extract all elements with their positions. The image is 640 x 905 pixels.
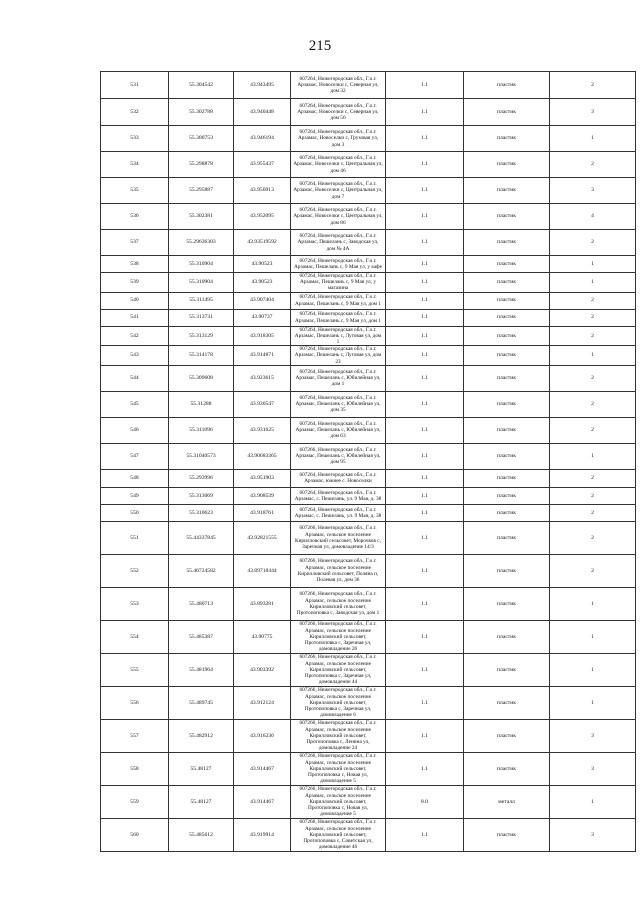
latitude-cell: 55.29636383 xyxy=(169,230,234,256)
count-cell: 3 xyxy=(550,99,636,126)
count-cell: 2 xyxy=(550,554,636,587)
address-cell: 607266, Нижегородская обл., Г.о.г. Арзамас, сельское поселение Кирилловский сельсовет, Протопоповка с, Советская ул, домовладение 46 xyxy=(291,818,386,851)
volume-cell: 1.1 xyxy=(386,391,464,417)
table-row xyxy=(101,292,636,309)
volume-cell: 1.1 xyxy=(386,686,464,719)
address-cell: 607264, Нижегородская обл., Г.о.г. Арзамас, Пешелань с, Юбилейная ул, дом 63 xyxy=(291,417,386,443)
count-cell: 2 xyxy=(550,365,636,391)
row-number-cell: 542 xyxy=(101,326,169,346)
volume-cell: 1.1 xyxy=(386,99,464,126)
row-number-cell: 558 xyxy=(101,752,169,785)
volume-cell: 1.1 xyxy=(386,443,464,469)
material-cell: пластик xyxy=(464,152,550,178)
material-cell: пластик xyxy=(464,230,550,256)
longitude-cell: 43.940448 xyxy=(234,99,291,126)
address-cell: 607266, Нижегородская обл., Г.о.г. Арзамас, Пешелань с, Юбилейная ул, дом 95 xyxy=(291,443,386,469)
row-number-cell: 539 xyxy=(101,273,169,293)
longitude-cell: 43.918761 xyxy=(234,504,291,521)
count-cell: 2 xyxy=(550,72,636,99)
table-row xyxy=(101,417,636,443)
material-cell: пластик xyxy=(464,126,550,152)
table-row xyxy=(101,391,636,417)
volume-cell: 1.1 xyxy=(386,365,464,391)
longitude-cell: 43.90737 xyxy=(234,309,291,326)
row-number-cell: 555 xyxy=(101,653,169,686)
row-number-cell: 554 xyxy=(101,620,169,653)
material-cell: пластик xyxy=(464,309,550,326)
address-cell: 607266, Нижегородская обл., Г.о.г. Арзамас, сельское поселение Кирилловский сельсовет, Протопоповка с, Новая ул, домовладение 5 xyxy=(291,785,386,818)
row-number-cell: 560 xyxy=(101,818,169,851)
row-number-cell: 551 xyxy=(101,521,169,554)
table-row xyxy=(101,309,636,326)
page-number: 215 xyxy=(308,38,332,54)
address-cell: 607266, Нижегородская обл., Г.о.г. Арзамас, сельское поселение Кирилловский сельсовет, Протопоповка с, Новая ул, домовладение 5 xyxy=(291,752,386,785)
row-number-cell: 537 xyxy=(101,230,169,256)
longitude-cell: 43.946194 xyxy=(234,126,291,152)
row-number-cell: 536 xyxy=(101,204,169,230)
count-cell: 1 xyxy=(550,620,636,653)
address-cell: 607264, Нижегородская обл., Г.о.г. Арзамас, Новоселки с, Северная ул, дом 32 xyxy=(291,72,386,99)
volume-cell: 1.1 xyxy=(386,152,464,178)
table-row xyxy=(101,99,636,126)
longitude-cell: 43.914467 xyxy=(234,785,291,818)
volume-cell: 1.1 xyxy=(386,346,464,366)
count-cell: 1 xyxy=(550,126,636,152)
address-cell: 607264, Нижегородская обл., Г.о.г. Арзамас, Пешелань с, 9 Мая ул, у кафе xyxy=(291,256,386,273)
row-number-cell: 557 xyxy=(101,719,169,752)
count-cell: 2 xyxy=(550,469,636,487)
volume-cell: 1.1 xyxy=(386,587,464,620)
latitude-cell: 55.485387 xyxy=(169,620,234,653)
row-number-cell: 532 xyxy=(101,99,169,126)
latitude-cell: 55.298878 xyxy=(169,152,234,178)
row-number-cell: 544 xyxy=(101,365,169,391)
material-cell: пластик xyxy=(464,443,550,469)
material-cell: пластик xyxy=(464,504,550,521)
count-cell: 2 xyxy=(550,230,636,256)
row-number-cell: 549 xyxy=(101,487,169,504)
row-number-cell: 543 xyxy=(101,346,169,366)
table-row xyxy=(101,752,636,785)
row-number-cell: 538 xyxy=(101,256,169,273)
count-cell: 1 xyxy=(550,256,636,273)
row-number-cell: 541 xyxy=(101,309,169,326)
latitude-cell: 55.485612 xyxy=(169,818,234,851)
address-cell: 607266, Нижегородская обл., Г.о.г. Арзамас, сельское поселение Кирилловский сельсовет, Поляна п, Полевая ул, дом 36 xyxy=(291,554,386,587)
longitude-cell: 43.903392 xyxy=(234,653,291,686)
material-cell: пластик xyxy=(464,178,550,204)
address-cell: 607264, Нижегородская обл., Г.о.г. Арзамас, Пешелань с, 9 Мая ул, у магазина xyxy=(291,273,386,293)
material-cell: металл xyxy=(464,785,550,818)
address-cell: 607264, Нижегородская обл., Г.о.г. Арзамас, Пешелань с, Юбилейная ул, дом 1 xyxy=(291,365,386,391)
latitude-cell: 55.313069 xyxy=(169,487,234,504)
address-cell: 607266, Нижегородская обл., Г.о.г. Арзамас, сельское поселение Кирилловский сельсовет, Протопоповка с, Заречная ул, домовладение 26 xyxy=(291,620,386,653)
address-cell: 607264, Нижегородская обл., Г.о.г. Арзамас, с. Пешелань, ул. 9 Мая, д. 38 xyxy=(291,487,386,504)
material-cell: пластик xyxy=(464,487,550,504)
row-number-cell: 535 xyxy=(101,178,169,204)
address-cell: 607264, Нижегородская обл., Г.о.г. Арзамас, Пешелань с, Заводская ул, дом № 4А xyxy=(291,230,386,256)
volume-cell: 1.1 xyxy=(386,487,464,504)
volume-cell: 1.1 xyxy=(386,72,464,99)
row-number-cell: 546 xyxy=(101,417,169,443)
address-cell: 607266, Нижегородская обл., Г.о.г. Арзамас, сельское поселение Кирилловский сельсовет, Протопоповка с, Заводская ул, дом 1 xyxy=(291,587,386,620)
latitude-cell: 55.31040573 xyxy=(169,443,234,469)
longitude-cell: 43.92821555 xyxy=(234,521,291,554)
count-cell: 3 xyxy=(550,178,636,204)
latitude-cell: 55.313129 xyxy=(169,326,234,346)
volume-cell: 1.1 xyxy=(386,230,464,256)
volume-cell: 1.1 xyxy=(386,273,464,293)
volume-cell: 1.1 xyxy=(386,256,464,273)
material-cell: пластик xyxy=(464,292,550,309)
longitude-cell: 43.914467 xyxy=(234,752,291,785)
longitude-cell: 43.89718444 xyxy=(234,554,291,587)
longitude-cell: 43.931625 xyxy=(234,417,291,443)
longitude-cell: 43.90683365 xyxy=(234,443,291,469)
count-cell: 2 xyxy=(550,152,636,178)
row-number-cell: 548 xyxy=(101,469,169,487)
row-number-cell: 545 xyxy=(101,391,169,417)
latitude-cell: 55.44337845 xyxy=(169,521,234,554)
count-cell: 2 xyxy=(550,326,636,346)
latitude-cell: 55.310904 xyxy=(169,256,234,273)
longitude-cell: 43.907404 xyxy=(234,292,291,309)
latitude-cell: 55.311495 xyxy=(169,292,234,309)
table-row xyxy=(101,620,636,653)
volume-cell: 1.1 xyxy=(386,292,464,309)
count-cell: 1 xyxy=(550,443,636,469)
count-cell: 2 xyxy=(550,391,636,417)
material-cell: пластик xyxy=(464,587,550,620)
count-cell: 2 xyxy=(550,292,636,309)
latitude-cell: 55.302381 xyxy=(169,204,234,230)
volume-cell: 1.1 xyxy=(386,719,464,752)
table-row xyxy=(101,587,636,620)
count-cell: 3 xyxy=(550,818,636,851)
latitude-cell: 55.31288 xyxy=(169,391,234,417)
material-cell: пластик xyxy=(464,752,550,785)
longitude-cell: 43.90523 xyxy=(234,256,291,273)
latitude-cell: 55.489745 xyxy=(169,686,234,719)
volume-cell: 1.1 xyxy=(386,620,464,653)
volume-cell: 1.1 xyxy=(386,504,464,521)
row-number-cell: 547 xyxy=(101,443,169,469)
volume-cell: 1.1 xyxy=(386,204,464,230)
material-cell: пластик xyxy=(464,204,550,230)
table-row xyxy=(101,230,636,256)
table-row xyxy=(101,653,636,686)
longitude-cell: 43.908539 xyxy=(234,487,291,504)
latitude-cell: 55.48127 xyxy=(169,785,234,818)
volume-cell: 1.1 xyxy=(386,126,464,152)
count-cell: 2 xyxy=(550,417,636,443)
count-cell: 3 xyxy=(550,752,636,785)
table-row xyxy=(101,504,636,521)
latitude-cell: 55.293996 xyxy=(169,469,234,487)
address-cell: 607264, Нижегородская обл., Г.о.г. Арзамас, Новоселки с, Центральная ул, дом 46 xyxy=(291,152,386,178)
volume-cell: 1.1 xyxy=(386,554,464,587)
material-cell: пластик xyxy=(464,273,550,293)
longitude-cell: 43.912124 xyxy=(234,686,291,719)
row-number-cell: 559 xyxy=(101,785,169,818)
table-row xyxy=(101,346,636,366)
table-row xyxy=(101,152,636,178)
count-cell: 3 xyxy=(550,719,636,752)
latitude-cell: 55.314178 xyxy=(169,346,234,366)
latitude-cell: 55.304542 xyxy=(169,72,234,99)
volume-cell: 1.1 xyxy=(386,752,464,785)
volume-cell: 8.0 xyxy=(386,785,464,818)
material-cell: пластик xyxy=(464,818,550,851)
material-cell: пластик xyxy=(464,620,550,653)
row-number-cell: 531 xyxy=(101,72,169,99)
longitude-cell: 43.90775 xyxy=(234,620,291,653)
table-row xyxy=(101,204,636,230)
table-row xyxy=(101,554,636,587)
count-cell: 1 xyxy=(550,653,636,686)
material-cell: пластик xyxy=(464,686,550,719)
address-cell: 607266, Нижегородская обл., Г.о.г. Арзамас, сельское поселение Кирилловский сельсовет, Морочков с, Заречная ул, домовладение 14/3 xyxy=(291,521,386,554)
address-cell: 607264, Нижегородская обл., Г.о.г. Арзамас, Пешелань с, Юбилейная ул, дом 35 xyxy=(291,391,386,417)
longitude-cell: 43.956913 xyxy=(234,178,291,204)
row-number-cell: 553 xyxy=(101,587,169,620)
address-cell: 607264, Нижегородская обл., Г.о.г. Арзамас, южнее с. Новоселки xyxy=(291,469,386,487)
longitude-cell: 43.916236 xyxy=(234,719,291,752)
count-cell: 1 xyxy=(550,346,636,366)
longitude-cell: 43.93519592 xyxy=(234,230,291,256)
latitude-cell: 55.480713 xyxy=(169,587,234,620)
table-row xyxy=(101,686,636,719)
latitude-cell: 55.302788 xyxy=(169,99,234,126)
table-row xyxy=(101,469,636,487)
table-row xyxy=(101,365,636,391)
table-row xyxy=(101,126,636,152)
material-cell: пластик xyxy=(464,391,550,417)
address-cell: 607264, Нижегородская обл., Г.о.г. Арзамас, Новоселки с, Центральная ул, дом 86 xyxy=(291,204,386,230)
material-cell: пластик xyxy=(464,653,550,686)
address-cell: 607266, Нижегородская обл., Г.о.г. Арзамас, сельское поселение Кирилловский сельсовет, Протопоповка с, Заречная ул, домовладение 6 xyxy=(291,686,386,719)
count-cell: 2 xyxy=(550,487,636,504)
row-number-cell: 534 xyxy=(101,152,169,178)
volume-cell: 1.1 xyxy=(386,653,464,686)
address-cell: 607264, Нижегородская обл., Г.о.г. Арзамас, Новоселки с, Центральная ул, дом 7 xyxy=(291,178,386,204)
row-number-cell: 556 xyxy=(101,686,169,719)
table-row xyxy=(101,326,636,346)
address-cell: 607266, Нижегородская обл., Г.о.г. Арзамас, сельское поселение Кирилловский сельсовет, Протопоповка с, Заречная ул, домовладение 44 xyxy=(291,653,386,686)
material-cell: пластик xyxy=(464,469,550,487)
longitude-cell: 43.914871 xyxy=(234,346,291,366)
table-row xyxy=(101,785,636,818)
table-row xyxy=(101,72,636,99)
address-cell: 607264, Нижегородская обл., Г.о.г. Арзамас, с. Пешелань, ул. 9 Мая, д. 38 xyxy=(291,504,386,521)
count-cell: 2 xyxy=(550,309,636,326)
address-cell: 607264, Нижегородская обл., Г.о.г. Арзамас, Пешелань с, Луговая ул, дом 23 xyxy=(291,346,386,366)
longitude-cell: 43.943495 xyxy=(234,72,291,99)
address-cell: 607264, Нижегородская обл., Г.о.г. Арзамас, Пешелань с, Луговая ул, дом 1 xyxy=(291,326,386,346)
material-cell: пластик xyxy=(464,256,550,273)
count-cell: 2 xyxy=(550,504,636,521)
longitude-cell: 43.952095 xyxy=(234,204,291,230)
material-cell: пластик xyxy=(464,521,550,554)
material-cell: пластик xyxy=(464,365,550,391)
volume-cell: 1.1 xyxy=(386,326,464,346)
longitude-cell: 43.893281 xyxy=(234,587,291,620)
material-cell: пластик xyxy=(464,554,550,587)
table-row xyxy=(101,178,636,204)
count-cell: 1 xyxy=(550,273,636,293)
latitude-cell: 55.295887 xyxy=(169,178,234,204)
row-number-cell: 550 xyxy=(101,504,169,521)
volume-cell: 1.1 xyxy=(386,417,464,443)
longitude-cell: 43.923615 xyxy=(234,365,291,391)
count-cell: 1 xyxy=(550,686,636,719)
volume-cell: 1.1 xyxy=(386,818,464,851)
longitude-cell: 43.90523 xyxy=(234,273,291,293)
table-row xyxy=(101,818,636,851)
longitude-cell: 43.951903 xyxy=(234,469,291,487)
address-cell: 607264, Нижегородская обл., Г.о.г. Арзамас, Новоселки с, Грузовая ул, дом 3 xyxy=(291,126,386,152)
count-cell: 2 xyxy=(550,521,636,554)
latitude-cell: 55.481964 xyxy=(169,653,234,686)
material-cell: пластик xyxy=(464,719,550,752)
longitude-cell: 43.918305 xyxy=(234,326,291,346)
latitude-cell: 55.300753 xyxy=(169,126,234,152)
table-row xyxy=(101,719,636,752)
volume-cell: 1.1 xyxy=(386,178,464,204)
address-cell: 607264, Нижегородская обл., Г.о.г. Арзамас, Пешелань с, 9 Мая ул, дом 1 xyxy=(291,309,386,326)
latitude-cell: 55.309608 xyxy=(169,365,234,391)
count-cell: 1 xyxy=(550,587,636,620)
material-cell: пластик xyxy=(464,346,550,366)
row-number-cell: 540 xyxy=(101,292,169,309)
volume-cell: 1.1 xyxy=(386,469,464,487)
material-cell: пластик xyxy=(464,72,550,99)
latitude-cell: 55.310904 xyxy=(169,273,234,293)
row-number-cell: 533 xyxy=(101,126,169,152)
table-row xyxy=(101,256,636,273)
table-row xyxy=(101,521,636,554)
address-cell: 607264, Нижегородская обл., Г.о.г. Арзамас, Пешелань с, 9 Мая ул, дом 1 xyxy=(291,292,386,309)
latitude-cell: 55.310623 xyxy=(169,504,234,521)
count-cell: 1 xyxy=(550,785,636,818)
latitude-cell: 55.313731 xyxy=(169,309,234,326)
latitude-cell: 55.48127 xyxy=(169,752,234,785)
address-cell: 607266, Нижегородская обл., Г.о.г. Арзамас, сельское поселение Кирилловский сельсовет, Протопоповка с, Ленина ул, домовладение 24 xyxy=(291,719,386,752)
latitude-cell: 55.311096 xyxy=(169,417,234,443)
row-number-cell: 552 xyxy=(101,554,169,587)
material-cell: пластик xyxy=(464,326,550,346)
container-sites-table xyxy=(100,71,636,852)
table-row xyxy=(101,273,636,293)
longitude-cell: 43.955437 xyxy=(234,152,291,178)
table-body xyxy=(101,72,636,852)
latitude-cell: 55.482912 xyxy=(169,719,234,752)
volume-cell: 1.1 xyxy=(386,521,464,554)
count-cell: 4 xyxy=(550,204,636,230)
material-cell: пластик xyxy=(464,417,550,443)
longitude-cell: 43.930547 xyxy=(234,391,291,417)
table-row xyxy=(101,487,636,504)
address-cell: 607264, Нижегородская обл., Г.о.г. Арзамас, Новоселки с, Северная ул, дом 56 xyxy=(291,99,386,126)
material-cell: пластик xyxy=(464,99,550,126)
table-row xyxy=(101,443,636,469)
longitude-cell: 43.919914 xyxy=(234,818,291,851)
volume-cell: 1.1 xyxy=(386,309,464,326)
latitude-cell: 55.46724582 xyxy=(169,554,234,587)
